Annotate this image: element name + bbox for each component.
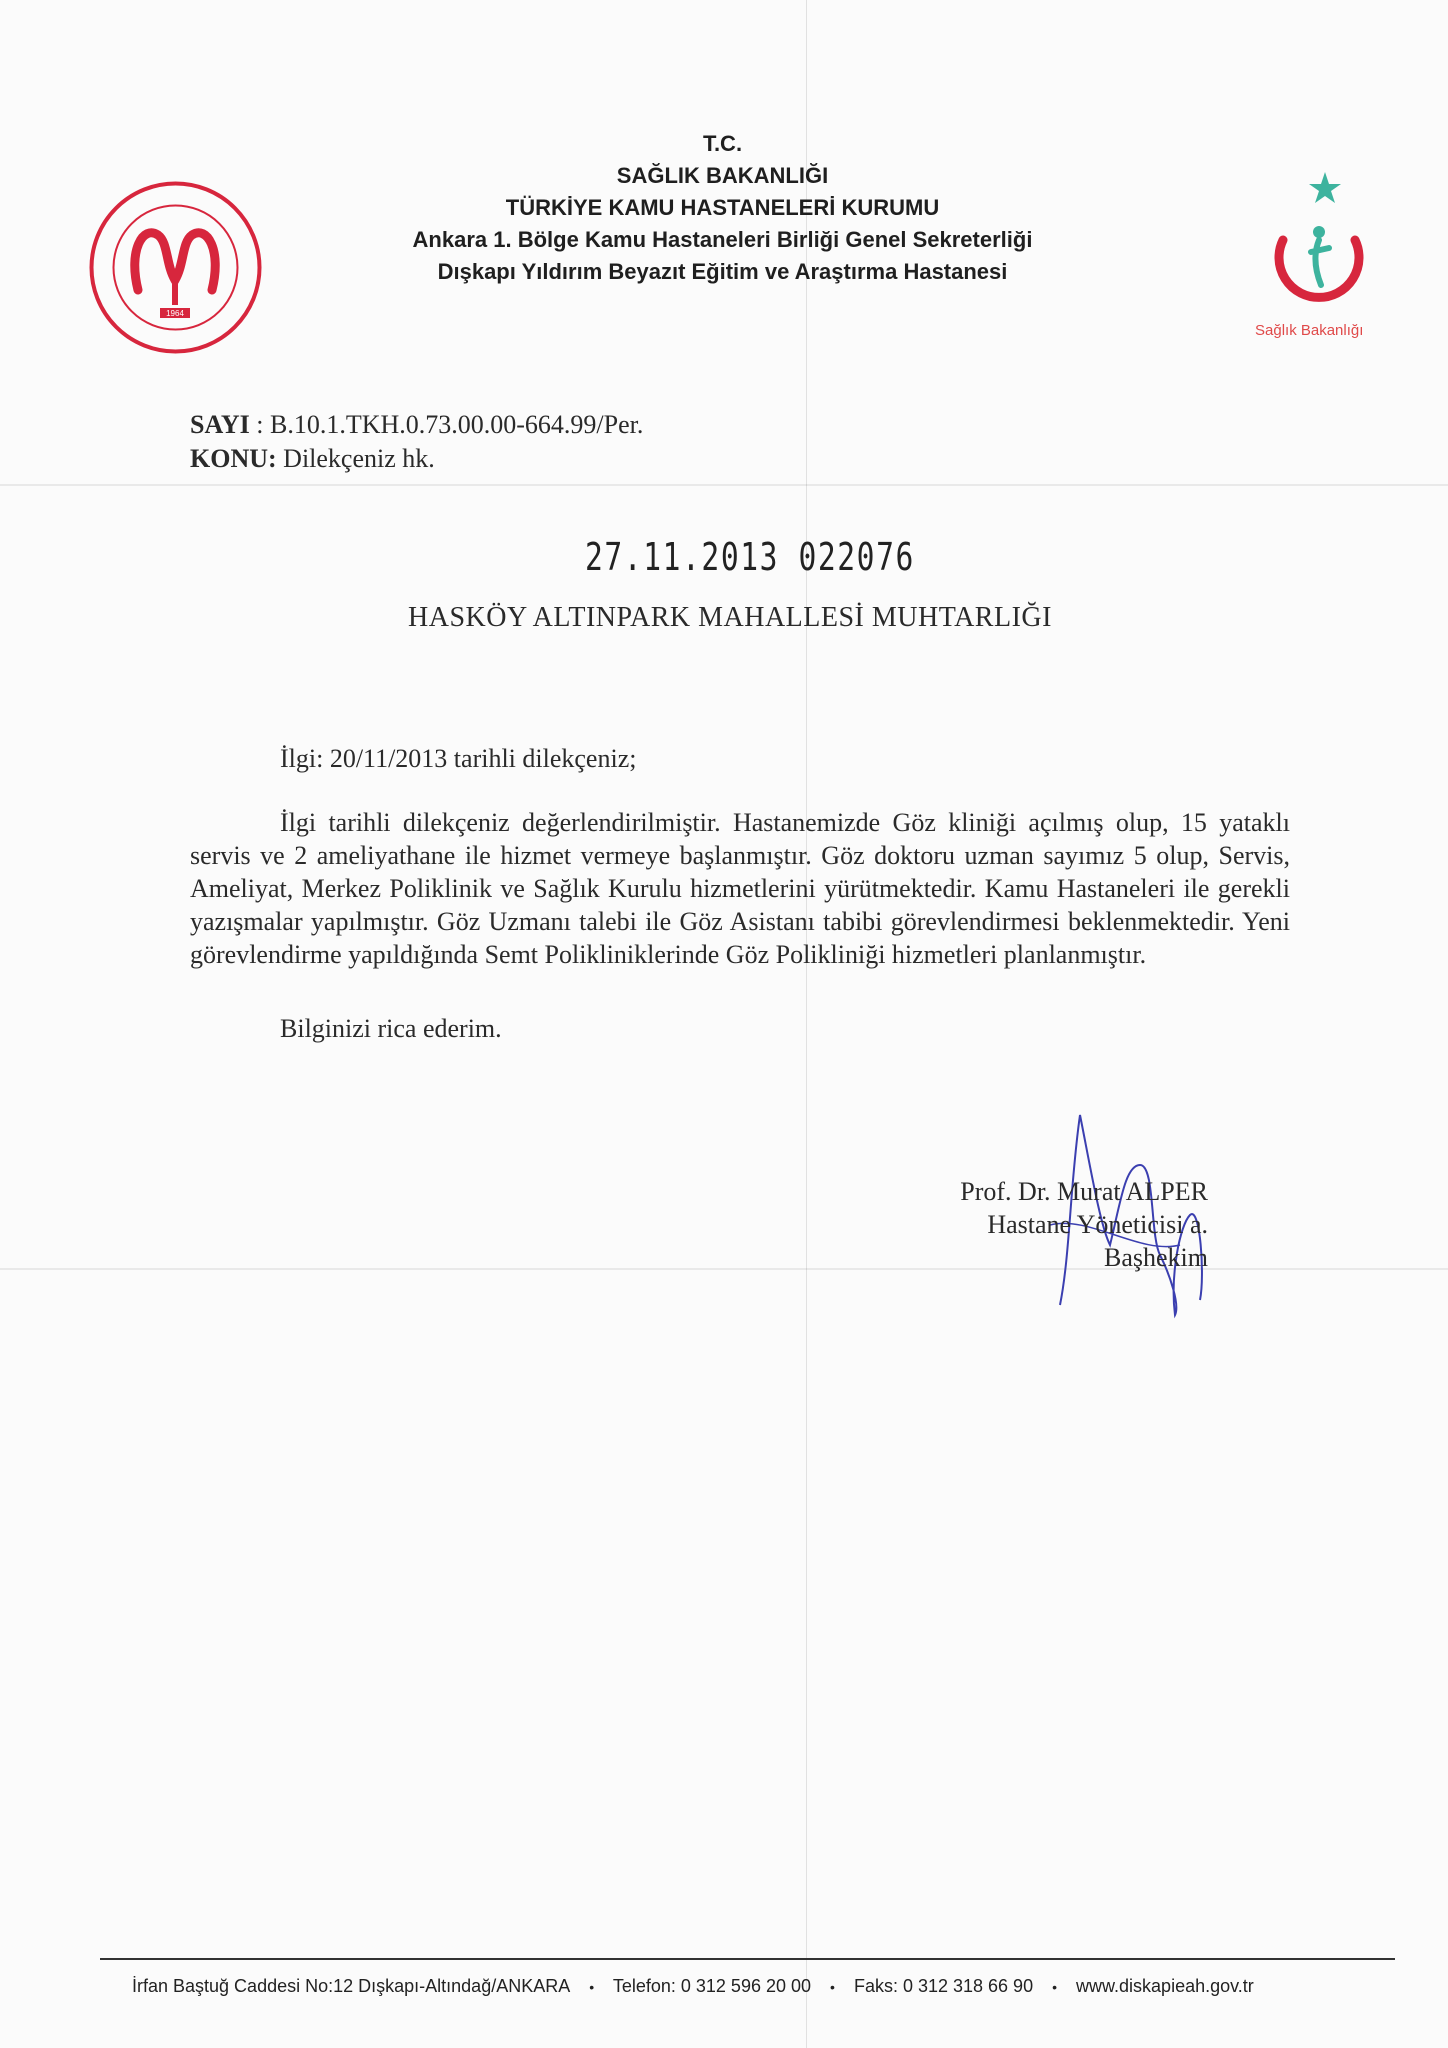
closing-line: Bilginizi rica ederim. <box>280 1014 502 1043</box>
letterhead <box>300 128 1145 288</box>
hospital-logo <box>88 180 263 355</box>
footer-separator: • <box>830 1979 835 1995</box>
footer-website: www.diskapieah.gov.tr <box>1076 1976 1254 1996</box>
header-line-hospital: Dışkapı Yıldırım Beyazıt Eğitim ve Araştırma Hastanesi <box>437 259 1008 284</box>
sayi-label: SAYI <box>190 410 250 439</box>
fold-line-horizontal-top <box>0 484 1448 486</box>
fold-line-vertical <box>806 0 807 2048</box>
footer-phone: Telefon: 0 312 596 20 00 <box>612 1976 812 1996</box>
svg-text:1964: 1964 <box>166 309 184 318</box>
footer <box>132 1976 1412 1997</box>
konu-label: KONU: <box>190 444 277 473</box>
footer-address: İrfan Baştuğ Caddesi No:12 Dışkapı-Altındağ/ANKARA <box>132 1976 571 1996</box>
footer-fax: Faks: 0 312 318 66 90 <box>853 1976 1034 1996</box>
date-number-stamp: 27.11.2013 022076 <box>585 535 915 579</box>
signatory-name: Prof. Dr. Murat ALPER <box>960 1177 1208 1206</box>
header-line-institution: TÜRKİYE KAMU HASTANELERİ KURUMU <box>505 195 940 220</box>
konu-value: Dilekçeniz hk. <box>283 444 435 473</box>
footer-divider <box>100 1958 1395 1960</box>
ministry-caption: Sağlık Bakanlığı <box>1255 322 1364 339</box>
signatory-title: Hastane Yöneticisi a. <box>987 1210 1208 1239</box>
reference-line: İlgi: 20/11/2013 tarihli dilekçeniz; <box>280 744 637 773</box>
letter-body: İlgi tarihli dilekçeniz değerlendirilmiştir. Hastanemizde Göz kliniği açılmış olup, 15 yataklı servis ve 2 ameliyathane ile hizmet vermeye başlanmıştır. Göz doktoru uzman sayımız 5 olup, Servis, Ameliyat, Merkez Poliklinik ve Sağlık Kurulu hizmetlerini yürütmektedir. Kamu Hastaneleri ile gerekli yazışmalar yapılmıştır. Göz Uzmanı talebi ile Göz Asistanı tabibi görevlendirmesi beklenmektedir. Yeni görevlendirme yapıldığında Semt Polikliniklerinde Göz Polikliniği hizmetleri planlanmıştır. <box>190 808 1290 969</box>
header-line-secretariat: Ankara 1. Bölge Kamu Hastaneleri Birliği Genel Sekreterliği <box>412 227 1033 252</box>
header-line-tc: T.C. <box>702 131 743 156</box>
recipient: HASKÖY ALTINPARK MAHALLESİ MUHTARLIĞI <box>408 602 1052 633</box>
signature-block <box>928 1175 1208 1274</box>
fold-line-horizontal-bottom <box>0 1268 1448 1270</box>
sayi-row <box>190 408 643 442</box>
konu-row <box>190 442 643 476</box>
reference-block <box>190 408 643 476</box>
sayi-value: : B.10.1.TKH.0.73.00.00-664.99/Per. <box>256 410 644 439</box>
signatory-role: Başhekim <box>1104 1243 1208 1272</box>
ministry-logo <box>1255 170 1380 345</box>
footer-separator: • <box>1052 1979 1058 1995</box>
header-line-ministry: SAĞLIK BAKANLIĞI <box>616 163 829 188</box>
footer-separator: • <box>589 1979 595 1995</box>
